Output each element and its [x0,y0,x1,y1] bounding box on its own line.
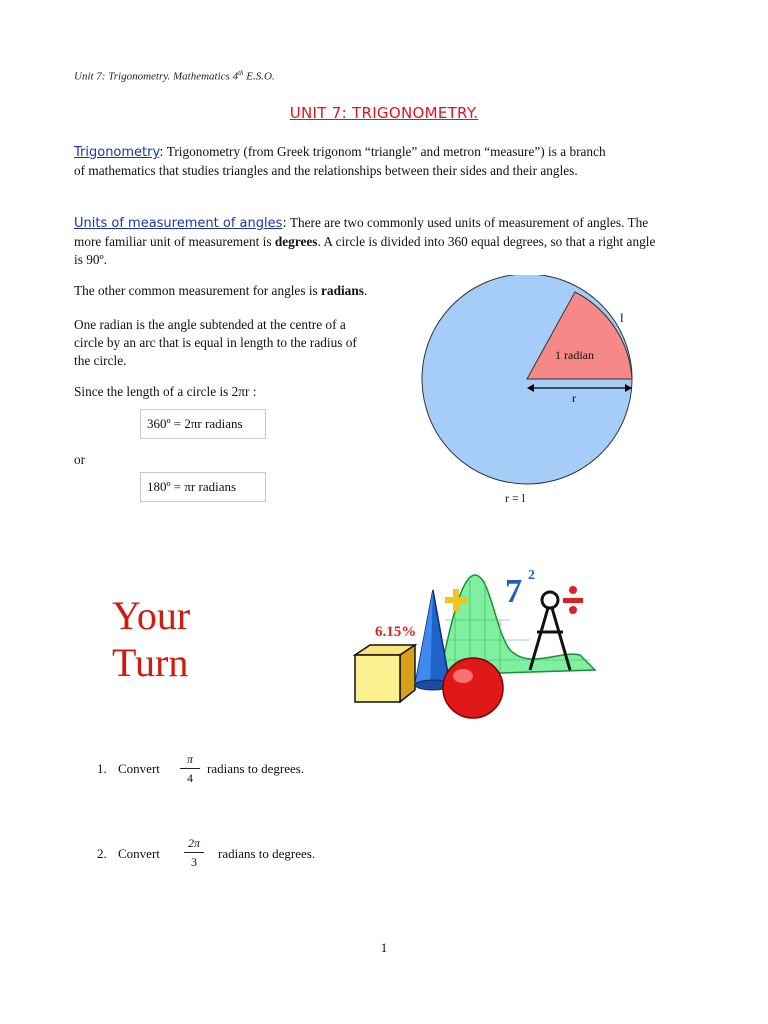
radius-label: r [572,391,576,405]
exercise-2-fraction: $\frac{2\pi}{3}$ [184,836,204,870]
exponent-text: 2 [528,568,535,583]
units-term: Units of measurement of angles [74,216,283,231]
radian-circle-diagram [410,275,650,515]
exercise-1-text: radians to degrees. [207,761,305,776]
running-header: Unit 7: Trigonometry. Mathematics 4th E.S.O. [74,69,275,83]
seven-text: 7 [505,573,522,610]
exercise-1-fraction: $\frac{\pi}{4}$ [180,752,200,786]
or-text: or [74,452,86,467]
trigonometry-paragraph: Trigonometry: Trigonometry (from Greek trigonom “triangle” and metron “measure”) is a branch of mathematics that studies triangles and the relationships between their sides and their angles. [74,144,606,178]
exercise-2: 2. Convert [97,846,160,861]
page-title: UNIT 7: TRIGONOMETRY. [289,104,479,122]
exercise-1: 1. Convert [97,761,160,776]
arc-label: l [620,310,624,325]
units-paragraph: Units of measurement of angles: There are two commonly used units of measurement of angles. The more familiar unit of measurement is degrees. A circle is divided into 360 equal degrees, so that a right angle is 90º. [74,215,656,267]
sphere-shape [443,658,503,718]
divide-icon [563,586,583,614]
formula-box-360: 360º = 2πr radians [140,409,266,439]
sector-label: 1 radian [555,348,594,362]
trigonometry-term: Trigonometry [74,145,160,160]
cube-shape [355,645,415,702]
radians-line: The other common measurement for angles is radians. [74,283,368,298]
percent-text: 6.15% [375,624,417,640]
math-clipart [345,560,605,730]
your-turn-heading: Your Turn [112,593,191,685]
exercise-2-text: radians to degrees. [218,846,316,861]
circle-length-line: Since the length of a circle is 2πr : [74,384,257,399]
formula-box-180: 180º = πr radians [140,472,266,502]
radian-definition: One radian is the angle subtended at the centre of a circle by an arc that is equal in length to the radius of the circle. [74,317,357,368]
page-number: 1 [380,940,388,955]
diagram-caption: r = l [505,491,526,505]
